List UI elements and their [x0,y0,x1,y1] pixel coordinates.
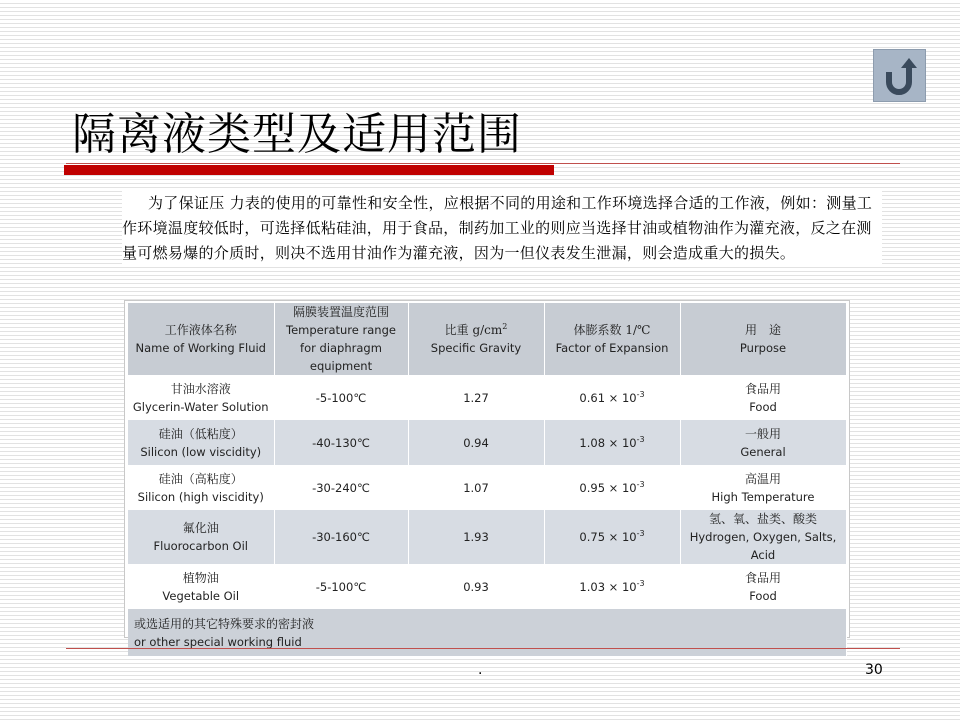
cell-temperature: -30-160℃ [274,510,408,564]
cell-expansion: $0.95 \times 10^{-3}$ [544,465,680,510]
footer-divider-line [66,648,900,649]
cell-fluid-name: 氟化油 Fluorocarbon Oil [128,510,274,564]
cell-fluid-name: 甘油水溶液 Glycerin-Water Solution [128,375,274,420]
cell-purpose: 一般用 General [680,420,846,465]
cell-gravity: 0.94 [408,420,544,465]
page-number: 30 [865,662,883,678]
cell-temperature: -5-100℃ [274,564,408,609]
header-temperature: 隔膜装置温度范围 Temperature range for diaphragm equipment [274,303,408,375]
cell-temperature: -5-100℃ [274,375,408,420]
cell-fluid-name: 植物油 Vegetable Oil [128,564,274,609]
cell-temperature: -40-130℃ [274,420,408,465]
back-button[interactable] [873,49,926,102]
cell-gravity: 1.27 [408,375,544,420]
cell-purpose: 食品用 Food [680,375,846,420]
table-row [128,510,846,564]
intro-paragraph: 为了保证压 力表的使用的可靠性和安全性，应根据不同的用途和工作环境选择合适的工作液，例如：测量工作环境温度较低时，可选择低粘硅油，用于食品，制药加工业的则应当选择甘油或植物油作为灌充液，反之在测量可燃易爆的介质时，则决不选用甘油作为灌充液，因为一但仪表发生泄漏，则会造成重大的损失。 [122,191,882,266]
table-row [128,375,846,420]
table-row [128,564,846,609]
title-divider-line [66,163,900,164]
cell-expansion: $1.03 \times 10^{-3}$ [544,564,680,609]
cell-fluid-name: 硅油（高粘度） Silicon (high viscidity) [128,465,274,510]
header-name: 工作液体名称 Name of Working Fluid [128,303,274,375]
table-header-row [128,303,846,375]
table-row [128,465,846,510]
working-fluid-table [124,300,850,649]
cell-expansion: $1.08 \times 10^{-3}$ [544,420,680,465]
cell-temperature: -30-240℃ [274,465,408,510]
header-purpose: 用 途 Purpose [680,303,846,375]
table-row [128,420,846,465]
cell-gravity: 1.07 [408,465,544,510]
cell-gravity: 0.93 [408,564,544,609]
cell-gravity: 1.93 [408,510,544,564]
slide-title: 隔离液类型及适用范围 [72,109,522,160]
cell-expansion: $0.75 \times 10^{-3}$ [544,510,680,564]
cell-fluid-name: 硅油（低粘度） Silicon (low viscidity) [128,420,274,465]
table-footnote: 或选适用的其它特殊要求的密封液 or other special working fluid [128,609,846,656]
cell-purpose: 食品用 Food [680,564,846,609]
cell-purpose: 氢、氧、盐类、酸类 Hydrogen, Oxygen, Salts, Acid [680,510,846,564]
title-accent-bar [64,165,554,175]
cell-expansion: $0.61 \times 10^{-3}$ [544,375,680,420]
footer-dot: . [478,662,483,678]
return-arrow-icon [874,50,927,103]
header-expansion: 体膨系数 1/℃ Factor of Expansion [544,303,680,375]
header-gravity: 比重 $g/cm^2$ Specific Gravity [408,303,544,375]
cell-purpose: 高温用 High Temperature [680,465,846,510]
